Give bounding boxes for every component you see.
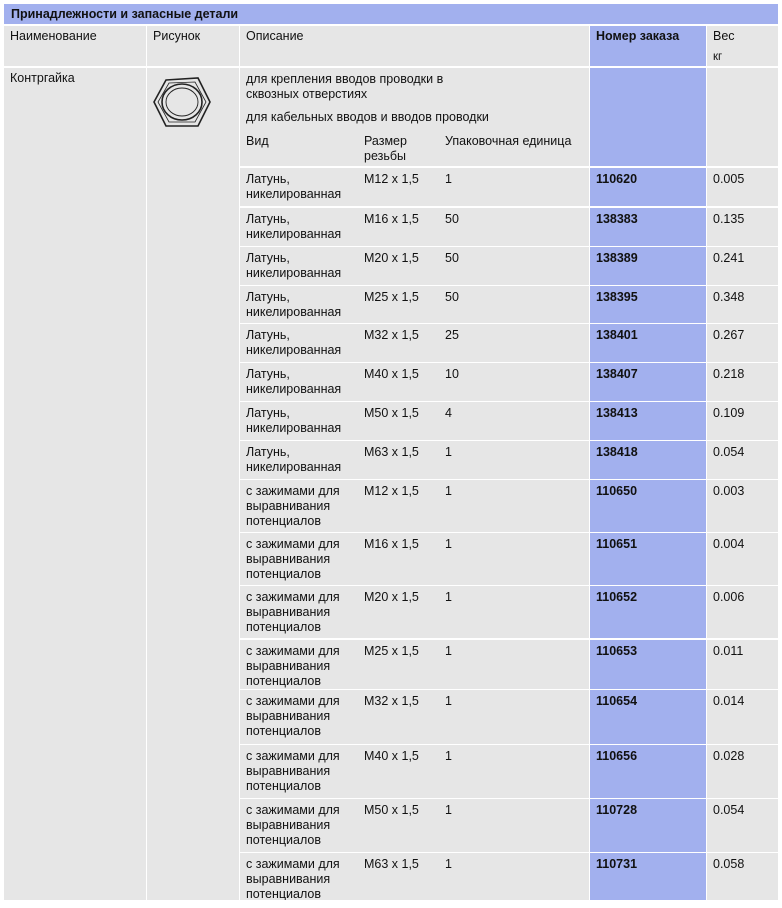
row-order-number: 110620: [596, 172, 638, 186]
row-type-line-1: с зажимами для: [246, 644, 340, 658]
table-row-order-number: [590, 208, 706, 246]
table-row-description: [240, 324, 589, 362]
row-order-number: 110653: [596, 644, 638, 658]
row-type-line-3: потенциалов: [246, 833, 322, 847]
row-weight: 0.006: [713, 590, 745, 604]
row-order-number: 110651: [596, 537, 638, 551]
row-pack-unit: 50: [445, 251, 459, 265]
row-weight: 0.241: [713, 251, 745, 265]
table-row-weight: [707, 533, 778, 585]
weight-intro-cell: [707, 68, 778, 166]
row-pack-unit: 1: [445, 172, 452, 186]
row-type-line-1: Латунь,: [246, 172, 290, 186]
row-type-line-1: с зажимами для: [246, 694, 340, 708]
row-type-line-2: никелированная: [246, 460, 342, 474]
row-thread: M12 x 1,5: [364, 484, 419, 498]
row-type-line-1: с зажимами для: [246, 590, 340, 604]
row-type-line-1: Латунь,: [246, 406, 290, 420]
table-row-weight: [707, 853, 778, 900]
table-row-order-number: [590, 799, 706, 852]
table-row-description: [240, 441, 589, 479]
row-order-number: 110652: [596, 590, 638, 604]
row-order-number: 138389: [596, 251, 638, 265]
row-type-line-3: потенциалов: [246, 724, 322, 738]
row-weight: 0.028: [713, 749, 745, 763]
row-order-number: 138395: [596, 290, 638, 304]
table-row-order-number: [590, 586, 706, 638]
row-weight: 0.267: [713, 328, 745, 342]
row-type-line-2: выравнивания: [246, 499, 331, 513]
row-type-line-1: Латунь,: [246, 251, 290, 265]
row-pack-unit: 25: [445, 328, 459, 342]
order-intro-cell: [590, 68, 706, 166]
table-row-order-number: [590, 168, 706, 206]
subheader-type: Вид: [246, 134, 269, 148]
table-row-order-number: [590, 640, 706, 689]
row-thread: M25 x 1,5: [364, 290, 419, 304]
table-row-weight: [707, 480, 778, 532]
row-weight: 0.135: [713, 212, 745, 226]
product-name-cell: [4, 68, 146, 900]
row-type-line-1: с зажимами для: [246, 484, 340, 498]
table-row-order-number: [590, 324, 706, 362]
row-type-line-3: потенциалов: [246, 514, 322, 528]
row-pack-unit: 10: [445, 367, 459, 381]
row-thread: M32 x 1,5: [364, 694, 419, 708]
row-thread: M50 x 1,5: [364, 803, 419, 817]
row-pack-unit: 50: [445, 290, 459, 304]
row-type-line-2: выравнивания: [246, 605, 331, 619]
subheader-thread-line-2: резьбы: [364, 149, 407, 163]
table-row-description: [240, 480, 589, 532]
row-type-line-2: никелированная: [246, 227, 342, 241]
table-row-description: [240, 168, 589, 206]
table-row-weight: [707, 640, 778, 689]
table-row-weight: [707, 690, 778, 744]
table-row-weight: [707, 247, 778, 285]
table-row-weight: [707, 586, 778, 638]
table-row-order-number: [590, 286, 706, 323]
table-row-weight: [707, 324, 778, 362]
header-picture: [147, 26, 239, 66]
table-row-description: [240, 208, 589, 246]
row-pack-unit: 1: [445, 484, 452, 498]
row-thread: M40 x 1,5: [364, 367, 419, 381]
description-intro: [240, 68, 589, 166]
row-thread: M32 x 1,5: [364, 328, 419, 342]
product-picture-cell: [147, 68, 239, 900]
row-type-line-2: выравнивания: [246, 872, 331, 886]
subheader-thread-line-1: Размер: [364, 134, 407, 148]
row-weight: 0.348: [713, 290, 745, 304]
row-thread: M16 x 1,5: [364, 537, 419, 551]
row-weight: 0.054: [713, 803, 745, 817]
table-row-description: [240, 640, 589, 689]
row-thread: M40 x 1,5: [364, 749, 419, 763]
row-type-line-3: потенциалов: [246, 887, 322, 900]
row-pack-unit: 50: [445, 212, 459, 226]
table-row-weight: [707, 168, 778, 206]
row-pack-unit: 1: [445, 694, 452, 708]
row-type-line-3: потенциалов: [246, 620, 322, 634]
row-type-line-2: никелированная: [246, 305, 342, 319]
row-type-line-2: выравнивания: [246, 709, 331, 723]
row-thread: M63 x 1,5: [364, 857, 419, 871]
row-type-line-2: выравнивания: [246, 818, 331, 832]
table-row-order-number: [590, 533, 706, 585]
table-row-order-number: [590, 441, 706, 479]
table-row-description: [240, 799, 589, 852]
table-row-description: [240, 286, 589, 323]
row-order-number: 138401: [596, 328, 638, 342]
row-pack-unit: 1: [445, 803, 452, 817]
row-weight: 0.005: [713, 172, 745, 186]
row-type-line-1: Латунь,: [246, 328, 290, 342]
row-type-line-2: выравнивания: [246, 552, 331, 566]
table-row-order-number: [590, 247, 706, 285]
subheader-pack-unit: Упаковочная единица: [445, 134, 572, 148]
row-type-line-1: с зажимами для: [246, 857, 340, 871]
table-row-order-number: [590, 745, 706, 798]
row-pack-unit: 1: [445, 749, 452, 763]
hex-locknut-icon: [152, 72, 212, 132]
row-type-line-1: с зажимами для: [246, 803, 340, 817]
row-thread: M20 x 1,5: [364, 590, 419, 604]
row-pack-unit: 1: [445, 590, 452, 604]
table-row-weight: [707, 745, 778, 798]
table-row-weight: [707, 286, 778, 323]
row-weight: 0.003: [713, 484, 745, 498]
row-type-line-1: Латунь,: [246, 212, 290, 226]
row-order-number: 110656: [596, 749, 638, 763]
row-thread: M16 x 1,5: [364, 212, 419, 226]
row-type-line-2: никелированная: [246, 343, 342, 357]
row-order-number: 138418: [596, 445, 638, 459]
row-pack-unit: 1: [445, 445, 452, 459]
row-thread: M12 x 1,5: [364, 172, 419, 186]
row-order-number: 138407: [596, 367, 638, 381]
row-thread: M20 x 1,5: [364, 251, 419, 265]
purpose-line-1: для крепления вводов проводки в: [246, 72, 444, 86]
row-weight: 0.058: [713, 857, 745, 871]
table-row-weight: [707, 208, 778, 246]
row-order-number: 138413: [596, 406, 638, 420]
header-order-number: [590, 26, 706, 66]
row-pack-unit: 1: [445, 537, 452, 551]
row-type-line-1: Латунь,: [246, 367, 290, 381]
table-row-weight: [707, 799, 778, 852]
row-order-number: 110731: [596, 857, 638, 871]
row-type-line-2: никелированная: [246, 421, 342, 435]
row-weight: 0.054: [713, 445, 745, 459]
row-weight: 0.011: [713, 644, 744, 658]
table-row-weight: [707, 402, 778, 440]
header-description-label: Описание: [246, 29, 304, 43]
row-type-line-2: никелированная: [246, 266, 342, 280]
table-row-description: [240, 690, 589, 744]
table-row-weight: [707, 363, 778, 401]
table-row-description: [240, 853, 589, 900]
table-row-description: [240, 247, 589, 285]
row-weight: 0.109: [713, 406, 745, 420]
table-row-description: [240, 586, 589, 638]
row-order-number: 110728: [596, 803, 638, 817]
row-type-line-1: с зажимами для: [246, 537, 340, 551]
row-order-number: 110650: [596, 484, 638, 498]
row-type-line-2: никелированная: [246, 187, 342, 201]
row-thread: M50 x 1,5: [364, 406, 419, 420]
table-row-order-number: [590, 363, 706, 401]
row-type-line-2: выравнивания: [246, 764, 331, 778]
table-row-order-number: [590, 480, 706, 532]
row-type-line-1: Латунь,: [246, 445, 290, 459]
header-weight-unit: кг: [713, 51, 723, 63]
row-type-line-3: потенциалов: [246, 779, 322, 793]
header-weight: [707, 26, 778, 66]
row-type-line-2: выравнивания: [246, 659, 331, 673]
header-description: [240, 26, 589, 66]
row-pack-unit: 1: [445, 857, 452, 871]
row-type-line-3: потенциалов: [246, 567, 322, 581]
table-row-order-number: [590, 690, 706, 744]
row-order-number: 138383: [596, 212, 638, 226]
table-row-description: [240, 533, 589, 585]
section-title: Принадлежности и запасные детали: [4, 4, 778, 24]
row-pack-unit: 4: [445, 406, 452, 420]
header-name: [4, 26, 146, 66]
header-name-label: Наименование: [10, 29, 97, 43]
row-order-number: 110654: [596, 694, 638, 708]
header-picture-label: Рисунок: [153, 29, 201, 43]
row-weight: 0.218: [713, 367, 745, 381]
table-row-order-number: [590, 853, 706, 900]
row-type-line-1: с зажимами для: [246, 749, 340, 763]
row-type-line-2: никелированная: [246, 382, 342, 396]
product-name: Контргайка: [10, 71, 75, 85]
row-type-line-1: Латунь,: [246, 290, 290, 304]
row-pack-unit: 1: [445, 644, 452, 658]
table-row-order-number: [590, 402, 706, 440]
row-thread: M25 x 1,5: [364, 644, 419, 658]
row-thread: M63 x 1,5: [364, 445, 419, 459]
table-row-weight: [707, 441, 778, 479]
table-row-description: [240, 745, 589, 798]
header-order-number-label: Номер заказа: [596, 29, 680, 43]
row-type-line-3: потенциалов: [246, 674, 322, 688]
header-weight-label: Вес: [713, 29, 735, 43]
table-row-description: [240, 402, 589, 440]
purpose-line-3: для кабельных вводов и вводов проводки: [246, 110, 489, 124]
purpose-line-2: сквозных отверстиях: [246, 87, 368, 101]
table-row-description: [240, 363, 589, 401]
row-weight: 0.004: [713, 537, 745, 551]
row-weight: 0.014: [713, 694, 745, 708]
